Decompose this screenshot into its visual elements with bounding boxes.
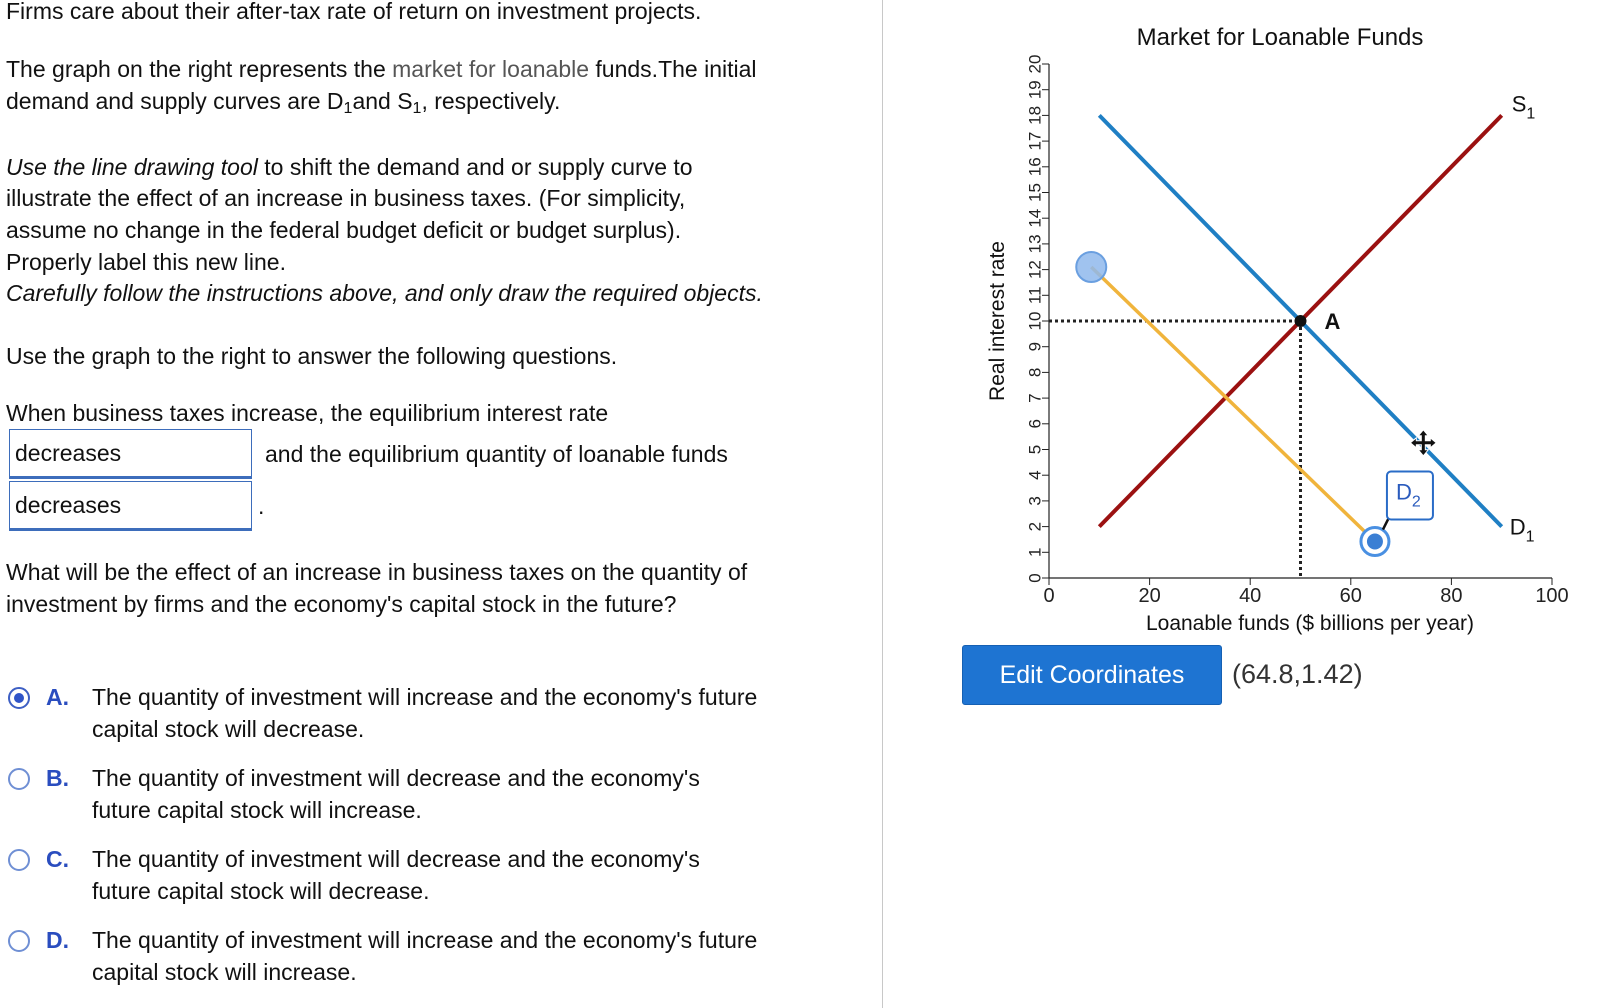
y-tick-label-12: 12 [1025,260,1045,280]
y-tick-label-1: 1 [1025,547,1045,558]
option-b-radio[interactable] [8,768,30,790]
x-tick-label-60: 60 [1339,585,1362,607]
option-a-text: The quantity of investment will increase and the economy's future capital stock will decrease. [92,684,758,742]
y-tick-label-14: 14 [1025,208,1045,228]
option-b-letter: B. [46,765,69,791]
option-d-letter: D. [46,927,69,953]
y-tick-label-16: 16 [1025,157,1045,177]
y-tick-label-8: 8 [1025,367,1045,378]
question1-period: . [258,493,265,519]
y-tick-label-11: 11 [1025,286,1045,305]
option-b-text: The quantity of investment will decrease and the economy's future capital stock will increase. [92,765,700,823]
equilibrium-point [1295,315,1307,327]
graph-description-line2: demand and supply curves are $D_1and$ $S_1$, respectively. [6,88,561,117]
y-tick-label-0: 0 [1025,573,1045,583]
instructions-line4: Properly label this new line. [6,249,286,275]
option-c-text: The quantity of investment will decrease and the economy's future capital stock will decrease. [92,846,700,904]
question1-middle: and the equilibrium quantity of loanable funds [265,441,728,467]
intro-text: Firms care about their after-tax rate of return on investment projects. [6,0,702,24]
y-tick-label-15: 15 [1025,183,1045,202]
chart-title: Market for Loanable Funds [1136,24,1424,51]
option-a-radio[interactable] [8,687,30,709]
x-tick-label-80: 80 [1440,585,1463,607]
use-graph-text: Use the graph to the right to answer the following questions. [6,343,618,369]
y-tick-label-5: 5 [1025,444,1045,455]
s1-label: $S_1$ [1511,91,1536,123]
x-tick-label-0: 0 [1043,585,1055,607]
instructions-line2: illustrate the effect of an increase in business taxes. (For simplicity, [6,185,686,211]
move-cursor-icon [1410,430,1436,456]
option-d-text: The quantity of investment will increase and the economy's future capital stock will increase. [92,927,758,985]
question2-line2: investment by firms and the economy's capital stock in the future? [6,591,677,617]
y-tick-label-20: 20 [1025,54,1045,74]
option-a-letter: A. [46,684,69,710]
y-tick-label-18: 18 [1025,105,1045,125]
instructions-line5: Carefully follow the instructions above, and only draw the required objects. [6,280,763,306]
y-tick-label-6: 6 [1025,419,1045,429]
interest-rate-dropdown[interactable]: decreases [9,429,252,479]
x-tick-label-20: 20 [1138,585,1161,607]
coordinates-readout: (64.8,1.42) [1232,659,1363,689]
y-tick-label-17: 17 [1025,131,1045,151]
edit-coordinates-button[interactable]: Edit Coordinates [962,645,1222,705]
question1-lead: When business taxes increase, the equilibrium interest rate [6,400,609,426]
instructions-line3: assume no change in the federal budget deficit or budget surplus). [6,217,682,243]
graph-description-line1: The graph on the right represents the market for loanable funds.The initial [6,56,757,82]
y-tick-label-7: 7 [1025,393,1045,403]
panel-divider [882,0,883,1008]
y-tick-label-19: 19 [1025,80,1045,100]
y-tick-label-4: 4 [1025,470,1045,480]
equilibrium-label: A [1324,309,1341,334]
d2-label: $D_2$ [1395,479,1421,511]
question2-line1: What will be the effect of an increase in business taxes on the quantity of [6,559,748,585]
d2-end-handle-dot [1367,534,1383,550]
y-tick-label-2: 2 [1025,521,1045,532]
y-tick-label-3: 3 [1025,496,1045,506]
option-c-radio[interactable] [8,849,30,871]
option-c-letter: C. [46,846,69,872]
d2-start-handle[interactable] [1076,252,1106,282]
x-tick-label-100: 100 [1535,585,1569,607]
x-axis-label: Loanable funds ($ billions per year) [1145,612,1475,635]
x-tick-label-40: 40 [1239,585,1262,607]
y-tick-label-9: 9 [1025,341,1045,352]
y-tick-label-10: 10 [1025,311,1045,331]
curves [1091,115,1501,541]
move-cursor-shape [1410,430,1436,456]
line-tool-reference: Use the line drawing tool [6,154,258,180]
axes [1025,55,1568,607]
loanable-funds-chart[interactable] [930,0,1604,640]
y-axis-label: Real interest rate [986,241,1009,401]
option-d-radio[interactable] [8,930,30,952]
quantity-dropdown[interactable]: decreases [9,481,252,531]
market-link[interactable]: market for loanable [392,56,590,82]
instructions-line1: Use the line drawing tool to shift the demand and or supply curve to [6,154,693,180]
d1-label: $D_1$ [1509,514,1535,546]
y-tick-label-13: 13 [1025,234,1045,254]
